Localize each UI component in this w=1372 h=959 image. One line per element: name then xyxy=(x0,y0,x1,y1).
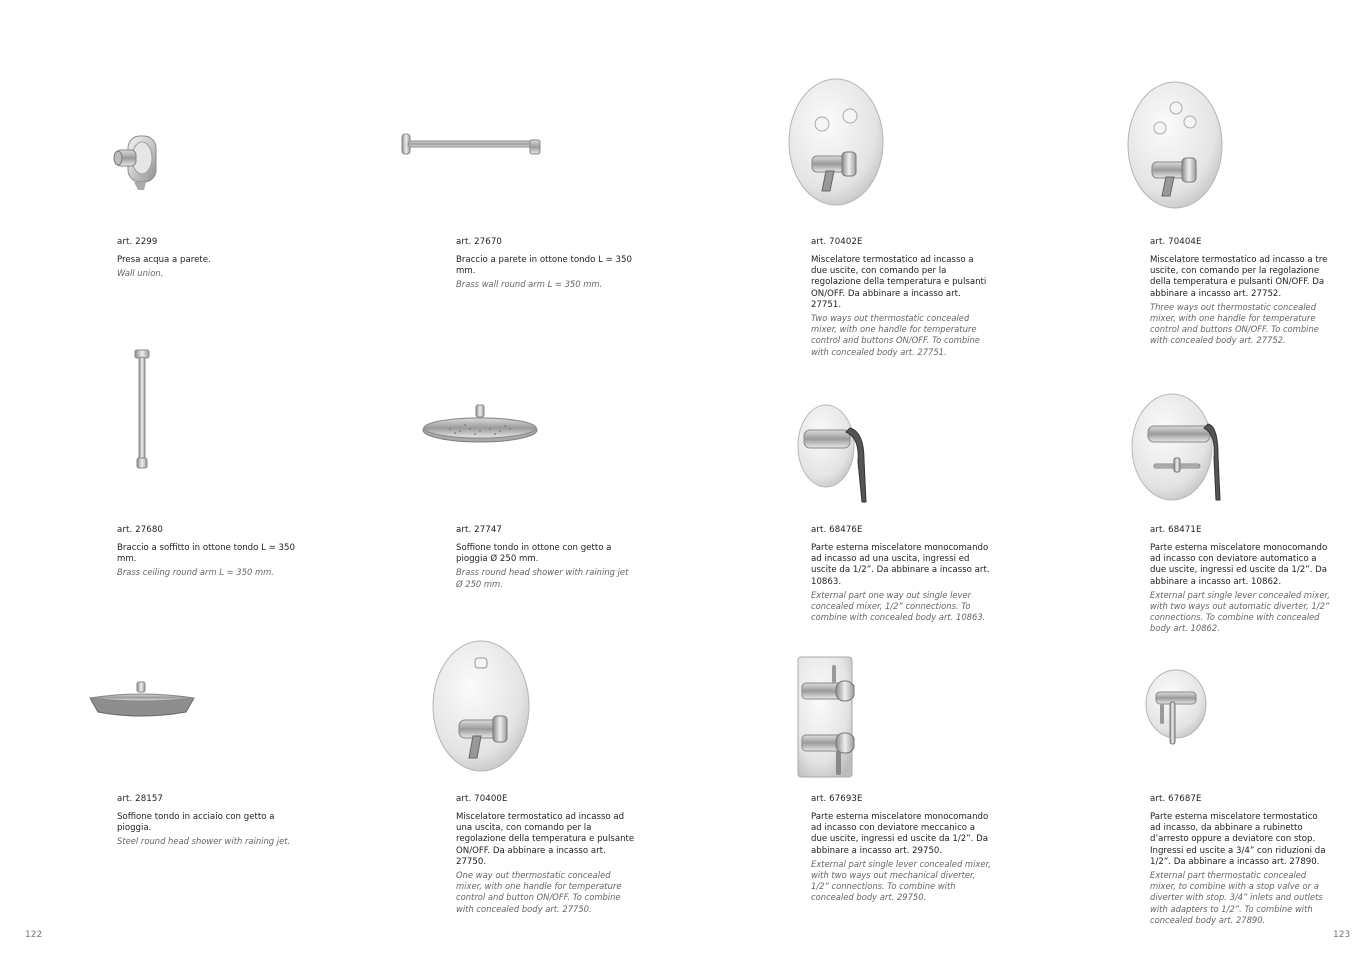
product-code: art. 70402E xyxy=(811,237,863,247)
description-italian: Parte esterna miscelatore termostatico ad incasso, da abbinare a rubinetto d’arresto oppure a deviatore con stop. Ingressi ed uscite a 3/4” con riduzioni da 1/2”. Da abbinare a incasso art. 27890. xyxy=(1150,812,1326,867)
description-english: Two ways out thermostatic concealed mixer, with one handle for temperature control and buttons ON/OFF. To combine with concealed body art. 27751. xyxy=(811,313,980,357)
description-italian: Soffione tondo in ottone con getto a pioggia Ø 250 mm. xyxy=(456,543,612,565)
product-28157 xyxy=(117,794,297,848)
description-english: Brass wall round arm L = 350 mm. xyxy=(456,279,603,290)
product-code: art. 68471E xyxy=(1150,525,1202,535)
product-code: art. 67693E xyxy=(811,794,863,804)
product-68476E xyxy=(811,525,991,623)
thermostatic-three-way-icon xyxy=(1126,80,1224,210)
description-english: Three ways out thermostatic concealed mixer, with one handle for temperature control and buttons ON/OFF. To combine with concealed body art. 27752. xyxy=(1150,301,1319,346)
thermostatic-two-way-icon xyxy=(786,76,884,208)
small-thermostatic-icon xyxy=(1144,668,1208,748)
product-code: art. 2299 xyxy=(117,237,158,247)
product-2299 xyxy=(117,237,297,279)
product-code: art. 68476E xyxy=(811,525,863,535)
description-italian: Braccio a parete in ottone tondo L = 350 mm. xyxy=(456,255,632,277)
product-code: art. 28157 xyxy=(117,794,163,804)
steel-head-shower-icon xyxy=(86,680,198,720)
product-27670 xyxy=(456,237,636,291)
product-67693E xyxy=(811,794,991,904)
single-lever-diverter-icon xyxy=(1130,392,1222,504)
description-english: External part single lever concealed mixer, with two ways out automatic diverter, 1/2” connections. To combine with concealed body art. 10862. xyxy=(1150,589,1330,634)
description-english: External part thermostatic concealed mixer, to combine with a stop valve or a diverter with stop. 3/4” inlets and outlets with adapters to 1/2”. To combine with concealed body art. 27890. xyxy=(1150,870,1323,925)
description-italian: Braccio a soffitto in ottone tondo L = 350 mm. xyxy=(117,543,295,565)
product-code: art. 27670 xyxy=(456,237,502,247)
product-code: art. 70404E xyxy=(1150,237,1202,247)
description-english: Brass ceiling round arm L = 350 mm. xyxy=(117,567,274,578)
description-italian: Parte esterna miscelatore monocomando ad incasso ad una uscita, ingressi ed uscite da 1/2”. Da abbinare a incasso art. 10863. xyxy=(811,543,990,587)
product-27680 xyxy=(117,525,297,579)
product-70400E xyxy=(456,794,636,915)
description-italian: Parte esterna miscelatore monocomando ad incasso con deviatore meccanico a due uscite, ingressi ed uscite da 1/2”. Da abbinare a incasso art. 29750. xyxy=(811,812,989,856)
plate-mixer-diverter-icon xyxy=(796,655,858,781)
product-70402E xyxy=(811,237,991,358)
description-english: External part single lever concealed mixer, with two ways out mechanical diverter, 1/2” connections. To combine with concealed body art. 29750. xyxy=(811,858,991,903)
product-67687E xyxy=(1150,794,1330,926)
description-italian: Soffione tondo in acciaio con getto a pioggia. xyxy=(117,812,275,834)
description-italian: Miscelatore termostatico ad incasso a due uscite, con comando per la regolazione della temperatura e pulsanti ON/OFF. Da abbinare a incasso art. 27751. xyxy=(811,255,987,310)
product-68471E xyxy=(1150,525,1330,635)
description-italian: Miscelatore termostatico ad incasso a tre uscite, con comando per la regolazione della temperatura e pulsanti ON/OFF. Da abbinare a incasso art. 27752. xyxy=(1150,255,1328,299)
single-lever-mixer-icon xyxy=(796,402,872,504)
thermostatic-one-way-icon xyxy=(431,638,533,774)
description-italian: Presa acqua a parete. xyxy=(117,255,211,265)
description-english: One way out thermostatic concealed mixer, with one handle for temperature control and button ON/OFF. To combine with concealed body art. 27750. xyxy=(456,870,622,914)
page-number-left: 122 xyxy=(25,930,43,940)
product-27747 xyxy=(456,525,636,590)
product-code: art. 27680 xyxy=(117,525,163,535)
ceiling-arm-icon xyxy=(132,348,152,470)
product-70404E xyxy=(1150,237,1330,347)
round-head-shower-icon xyxy=(420,403,540,445)
description-english: Steel round head shower with raining jet. xyxy=(117,836,291,847)
product-code: art. 27747 xyxy=(456,525,502,535)
description-english: Brass round head shower with raining jet Ø 250 mm. xyxy=(456,567,629,589)
product-code: art. 70400E xyxy=(456,794,508,804)
product-code: art. 67687E xyxy=(1150,794,1202,804)
wall-union-icon xyxy=(112,130,162,192)
description-english: Wall union. xyxy=(117,268,164,279)
description-italian: Miscelatore termostatico ad incasso ad una uscita, con comando per la regolazione della temperatura e pulsante ON/OFF. Da abbinare a incasso art. 27750. xyxy=(456,812,635,867)
page-number-right: 123 xyxy=(1333,930,1351,940)
description-english: External part one way out single lever concealed mixer, 1/2” connections. To combine with concealed body art. 10863. xyxy=(811,589,986,623)
wall-arm-icon xyxy=(400,130,545,160)
description-italian: Parte esterna miscelatore monocomando ad incasso con deviatore automatico a due uscite, ingressi ed uscite da 1/2”. Da abbinare a incasso art. 10862. xyxy=(1150,543,1328,587)
